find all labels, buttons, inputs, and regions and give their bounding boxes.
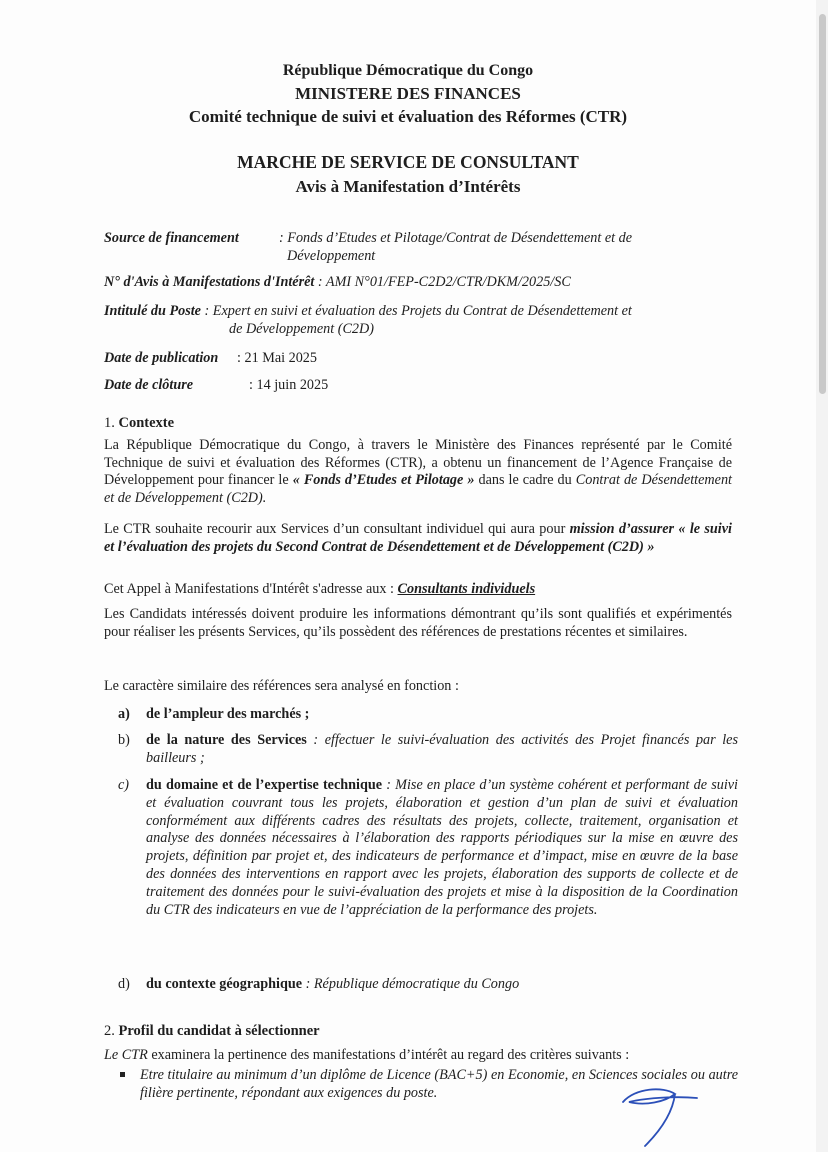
scrollbar[interactable]: [816, 0, 828, 1152]
meta-source-value: : Fonds d’Etudes et Pilotage/Contrat de Désendettement et de: [279, 230, 633, 246]
section1-number: 1.: [104, 415, 115, 431]
list-item: [118, 777, 738, 919]
section1-paragraph-2: [104, 521, 732, 556]
section2-intro-text: examinera la pertinence des manifestations d’intérêt au regard des critères suivants :: [147, 1047, 630, 1063]
list-item-label: c): [118, 777, 130, 793]
meta-poste-value-2: de Développement (C2D): [229, 321, 374, 337]
meta-source-label: Source de financement: [104, 230, 239, 246]
meta-pub-label: Date de publication: [104, 350, 219, 366]
list-item: [118, 706, 738, 724]
list-item-bold: de la nature des Services: [146, 732, 307, 748]
meta-source-value-cont: [287, 247, 687, 265]
section1-heading: [104, 414, 174, 432]
meta-poste-cont: [229, 320, 709, 338]
list-item: [118, 732, 738, 768]
list-item-label: a): [118, 706, 130, 722]
list-item-label: b): [118, 732, 130, 748]
meta-publication: [104, 349, 729, 367]
doc-subtitle: Avis à Manifestation d’Intérêts: [295, 177, 521, 196]
p3-text: Cet Appel à Manifestations d'Intérêt s'adresse aux :: [104, 581, 398, 597]
section2-title: Profil du candidat à sélectionner: [118, 1023, 320, 1039]
bullet-square-icon: [120, 1072, 125, 1077]
meta-avis-label: N° d'Avis à Manifestations d'Intérêt: [104, 274, 315, 290]
section2-intro-ctr: Le CTR: [104, 1047, 148, 1063]
section1-paragraph-4: Les Candidats intéressés doivent produire les informations démontrant qu’ils sont qualifiés et expérimentés pour réaliser les présents Services, qu’ils possèdent des références de prestations récentes et similaires.: [104, 606, 732, 640]
p1-fund: « Fonds d’Etudes et Pilotage »: [292, 472, 475, 488]
meta-avis: [104, 273, 729, 291]
list-item-bold: du contexte géographique: [146, 976, 303, 992]
list-item-label: d): [118, 976, 130, 992]
meta-close-label: Date de clôture: [104, 377, 194, 393]
meta-poste-label: Intitulé du Poste: [104, 303, 201, 319]
p3-target: Consultants individuels: [397, 581, 536, 597]
list-item: [118, 976, 738, 994]
criteria-bullet-text: Etre titulaire au minimum d’un diplôme de Licence (BAC+5) en Economie, en Sciences sociales ou autre filière pertinente, répondant aux exigences du poste.: [140, 1067, 738, 1101]
section2-intro: [104, 1047, 744, 1065]
header-country: République Démocratique du Congo: [282, 62, 534, 79]
list-item-bold: de l’ampleur des marchés ;: [146, 706, 310, 722]
list-item-italic: : effectuer le suivi-évaluation des activités des Projet financés par les bailleurs ;: [146, 732, 738, 766]
list-item-italic: : Mise en place d’un système cohérent et performant de suivi et évaluation couvrant tous les projets, élaboration et gestion d’un plan de suivi et évaluation conformément aux différents cadres des résultats des projets, collecte, traitement, organisation et analyse des données nécessaires à l’élaboration des rapports périodiques sur la mise en œuvre des projets, définition par projet et, des indicateurs de performance et d’impact, mise en œuvre de la base des données des interventions en rapport avec les projets, élaboration des supports de collecte et de traitement des données pour le suivi-évaluation des projets et mise à la disposition de la Coordination du CTR des indicateurs en vue de l’appréciation de la performance des projets.: [146, 777, 738, 918]
meta-poste-value: : Expert en suivi et évaluation des Projets du Contrat de Désendettement et: [204, 303, 632, 319]
section1-title: Contexte: [118, 415, 175, 431]
doc-title: MARCHE DE SERVICE DE CONSULTANT: [237, 152, 579, 172]
meta-pub-value: : 21 Mai 2025: [237, 350, 317, 366]
p2-mission: mission d’assurer « le suivi et l’évaluation des projets du Second Contrat de Désendettement et de Développement (C2D) »: [104, 521, 732, 555]
section1-paragraph-5: Le caractère similaire des références sera analysé en fonction :: [104, 678, 459, 694]
meta-source-value-2: Développement: [287, 248, 376, 264]
signature-mark: [615, 1080, 705, 1150]
section1-paragraph-3: [104, 581, 732, 599]
p1-text-2: dans le cadre du: [474, 472, 576, 488]
section1-paragraph-1: [104, 437, 732, 507]
section2-heading: [104, 1022, 320, 1040]
meta-avis-value: : AMI N°01/FEP-C2D2/CTR/DKM/2025/SC: [317, 274, 571, 290]
section2-number: 2.: [104, 1023, 115, 1039]
meta-source: [104, 229, 729, 247]
p1-text: La République Démocratique du Congo, à travers le Ministère des Finances représenté par le Comité Technique de suivi et évaluation des Réformes (CTR), a obtenu un financement de l’Agence Française de Développement pour financer le: [104, 437, 732, 488]
meta-closing: [104, 376, 729, 394]
header-ministry: MINISTERE DES FINANCES: [295, 84, 521, 103]
p2-text: Le CTR souhaite recourir aux Services d’un consultant individuel qui aura pour: [104, 521, 570, 537]
meta-poste: [104, 302, 729, 320]
scrollbar-thumb[interactable]: [819, 14, 826, 394]
list-item-italic: : République démocratique du Congo: [302, 976, 520, 992]
meta-close-value: : 14 juin 2025: [249, 377, 329, 393]
list-item-bold: du domaine et de l’expertise technique: [146, 777, 383, 793]
p1-contract: Contrat de Désendettement et de Développement (C2D).: [104, 472, 732, 506]
header-committee: Comité technique de suivi et évaluation des Réformes (CTR): [188, 107, 628, 126]
